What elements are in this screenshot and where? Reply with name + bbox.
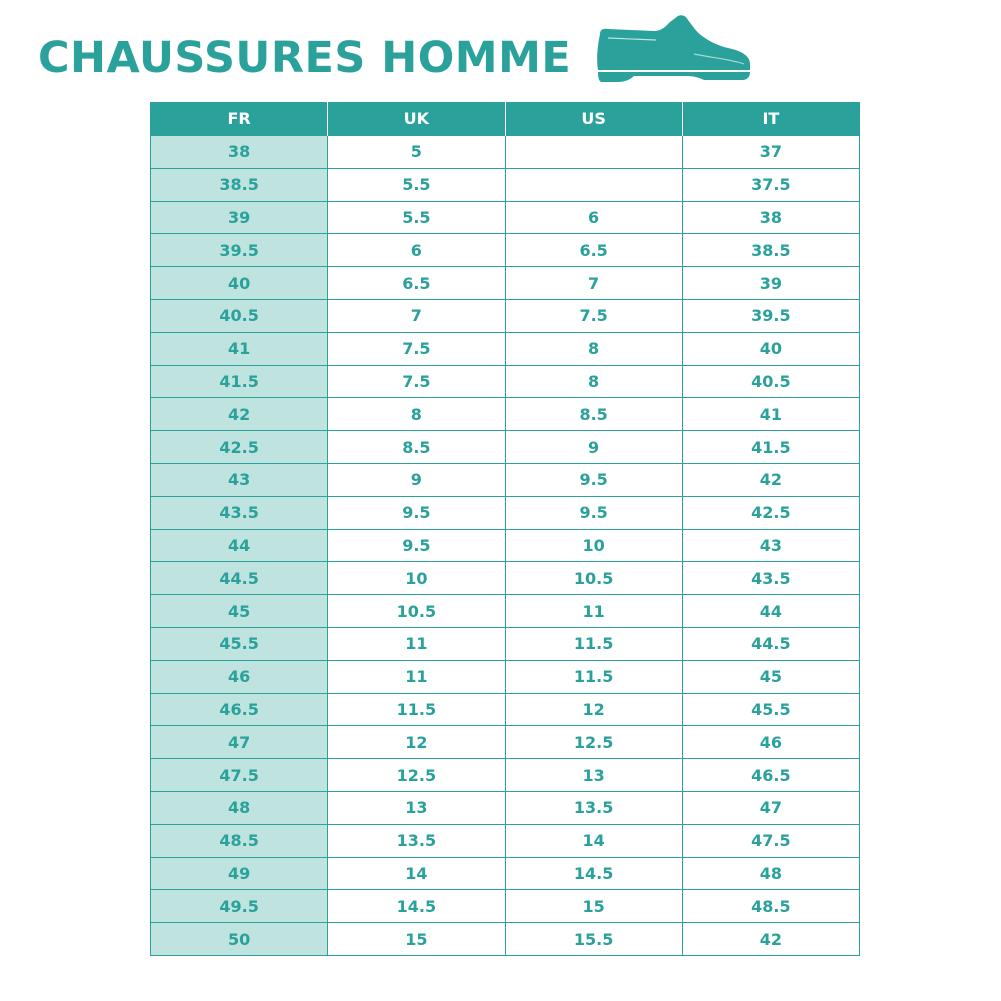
cell-uk: 13 (328, 791, 505, 824)
cell-uk: 13.5 (328, 824, 505, 857)
cell-uk: 7 (328, 299, 505, 332)
cell-fr: 38.5 (151, 168, 328, 201)
cell-fr: 50 (151, 923, 328, 956)
table-row (151, 529, 860, 562)
cell-us: 14 (505, 824, 682, 857)
cell-it: 46.5 (682, 759, 859, 792)
table-row (151, 890, 860, 923)
cell-us: 12 (505, 693, 682, 726)
cell-uk: 12.5 (328, 759, 505, 792)
shoe-icon (594, 14, 754, 84)
size-table-container (150, 102, 859, 956)
cell-it: 38.5 (682, 234, 859, 267)
cell-uk: 11 (328, 660, 505, 693)
cell-us: 10 (505, 529, 682, 562)
cell-fr: 49 (151, 857, 328, 890)
table-row (151, 627, 860, 660)
cell-us: 9 (505, 431, 682, 464)
table-row (151, 299, 860, 332)
table-row (151, 759, 860, 792)
cell-uk: 8.5 (328, 431, 505, 464)
cell-uk: 9.5 (328, 529, 505, 562)
table-row (151, 398, 860, 431)
cell-us: 11.5 (505, 660, 682, 693)
cell-us: 6.5 (505, 234, 682, 267)
cell-it: 39.5 (682, 299, 859, 332)
cell-fr: 39.5 (151, 234, 328, 267)
cell-us: 6 (505, 201, 682, 234)
table-row (151, 595, 860, 628)
cell-fr: 48.5 (151, 824, 328, 857)
cell-fr: 39 (151, 201, 328, 234)
cell-uk: 6 (328, 234, 505, 267)
cell-it: 47.5 (682, 824, 859, 857)
table-row (151, 660, 860, 693)
cell-us: 8.5 (505, 398, 682, 431)
cell-fr: 42 (151, 398, 328, 431)
header-uk: UK (328, 102, 505, 136)
cell-it: 44 (682, 595, 859, 628)
cell-uk: 5.5 (328, 201, 505, 234)
table-row (151, 431, 860, 464)
cell-fr: 43.5 (151, 496, 328, 529)
size-conversion-table (150, 102, 860, 956)
cell-uk: 10 (328, 562, 505, 595)
shoe-upper (597, 15, 750, 70)
table-row (151, 136, 860, 169)
cell-it: 45 (682, 660, 859, 693)
cell-it: 39 (682, 267, 859, 300)
cell-us: 11 (505, 595, 682, 628)
cell-fr: 44 (151, 529, 328, 562)
cell-fr: 43 (151, 463, 328, 496)
cell-fr: 46.5 (151, 693, 328, 726)
cell-us: 11.5 (505, 627, 682, 660)
cell-uk: 9 (328, 463, 505, 496)
cell-us: 8 (505, 332, 682, 365)
table-row (151, 267, 860, 300)
cell-it: 44.5 (682, 627, 859, 660)
cell-us: 15.5 (505, 923, 682, 956)
cell-it: 43 (682, 529, 859, 562)
cell-fr: 47 (151, 726, 328, 759)
cell-fr: 49.5 (151, 890, 328, 923)
cell-it: 45.5 (682, 693, 859, 726)
header-it: IT (682, 102, 859, 136)
cell-us: 9.5 (505, 496, 682, 529)
header-us: US (505, 102, 682, 136)
cell-fr: 42.5 (151, 431, 328, 464)
cell-fr: 44.5 (151, 562, 328, 595)
table-row (151, 201, 860, 234)
table-body (151, 136, 860, 956)
header-fr: FR (151, 102, 328, 136)
cell-it: 37 (682, 136, 859, 169)
table-row (151, 824, 860, 857)
table-row (151, 168, 860, 201)
table-row (151, 332, 860, 365)
cell-us (505, 168, 682, 201)
cell-fr: 46 (151, 660, 328, 693)
cell-us (505, 136, 682, 169)
cell-uk: 5.5 (328, 168, 505, 201)
cell-us: 15 (505, 890, 682, 923)
table-row (151, 496, 860, 529)
cell-fr: 40.5 (151, 299, 328, 332)
cell-uk: 8 (328, 398, 505, 431)
cell-us: 13 (505, 759, 682, 792)
cell-us: 7 (505, 267, 682, 300)
cell-it: 40.5 (682, 365, 859, 398)
cell-uk: 5 (328, 136, 505, 169)
cell-fr: 45.5 (151, 627, 328, 660)
cell-fr: 40 (151, 267, 328, 300)
cell-us: 10.5 (505, 562, 682, 595)
cell-uk: 14 (328, 857, 505, 890)
table-row (151, 693, 860, 726)
cell-it: 43.5 (682, 562, 859, 595)
cell-fr: 38 (151, 136, 328, 169)
cell-it: 46 (682, 726, 859, 759)
cell-uk: 10.5 (328, 595, 505, 628)
cell-us: 13.5 (505, 791, 682, 824)
cell-us: 7.5 (505, 299, 682, 332)
cell-fr: 41.5 (151, 365, 328, 398)
cell-fr: 47.5 (151, 759, 328, 792)
shoe-sole (598, 72, 750, 82)
table-header-row (151, 102, 860, 136)
cell-us: 14.5 (505, 857, 682, 890)
table-row (151, 234, 860, 267)
table-row (151, 365, 860, 398)
cell-it: 48 (682, 857, 859, 890)
table-row (151, 463, 860, 496)
cell-fr: 45 (151, 595, 328, 628)
cell-us: 8 (505, 365, 682, 398)
cell-uk: 9.5 (328, 496, 505, 529)
cell-fr: 41 (151, 332, 328, 365)
cell-uk: 11 (328, 627, 505, 660)
table-row (151, 726, 860, 759)
cell-uk: 11.5 (328, 693, 505, 726)
table-row (151, 857, 860, 890)
cell-it: 42.5 (682, 496, 859, 529)
table-row (151, 923, 860, 956)
cell-uk: 15 (328, 923, 505, 956)
cell-uk: 6.5 (328, 267, 505, 300)
cell-us: 9.5 (505, 463, 682, 496)
cell-it: 40 (682, 332, 859, 365)
cell-it: 47 (682, 791, 859, 824)
cell-uk: 7.5 (328, 332, 505, 365)
cell-it: 41.5 (682, 431, 859, 464)
cell-uk: 7.5 (328, 365, 505, 398)
cell-uk: 12 (328, 726, 505, 759)
cell-uk: 14.5 (328, 890, 505, 923)
cell-it: 41 (682, 398, 859, 431)
cell-it: 38 (682, 201, 859, 234)
table-row (151, 562, 860, 595)
cell-it: 48.5 (682, 890, 859, 923)
page-title: CHAUSSURES HOMME (38, 33, 572, 83)
cell-it: 42 (682, 923, 859, 956)
cell-it: 37.5 (682, 168, 859, 201)
cell-us: 12.5 (505, 726, 682, 759)
cell-fr: 48 (151, 791, 328, 824)
table-row (151, 791, 860, 824)
cell-it: 42 (682, 463, 859, 496)
